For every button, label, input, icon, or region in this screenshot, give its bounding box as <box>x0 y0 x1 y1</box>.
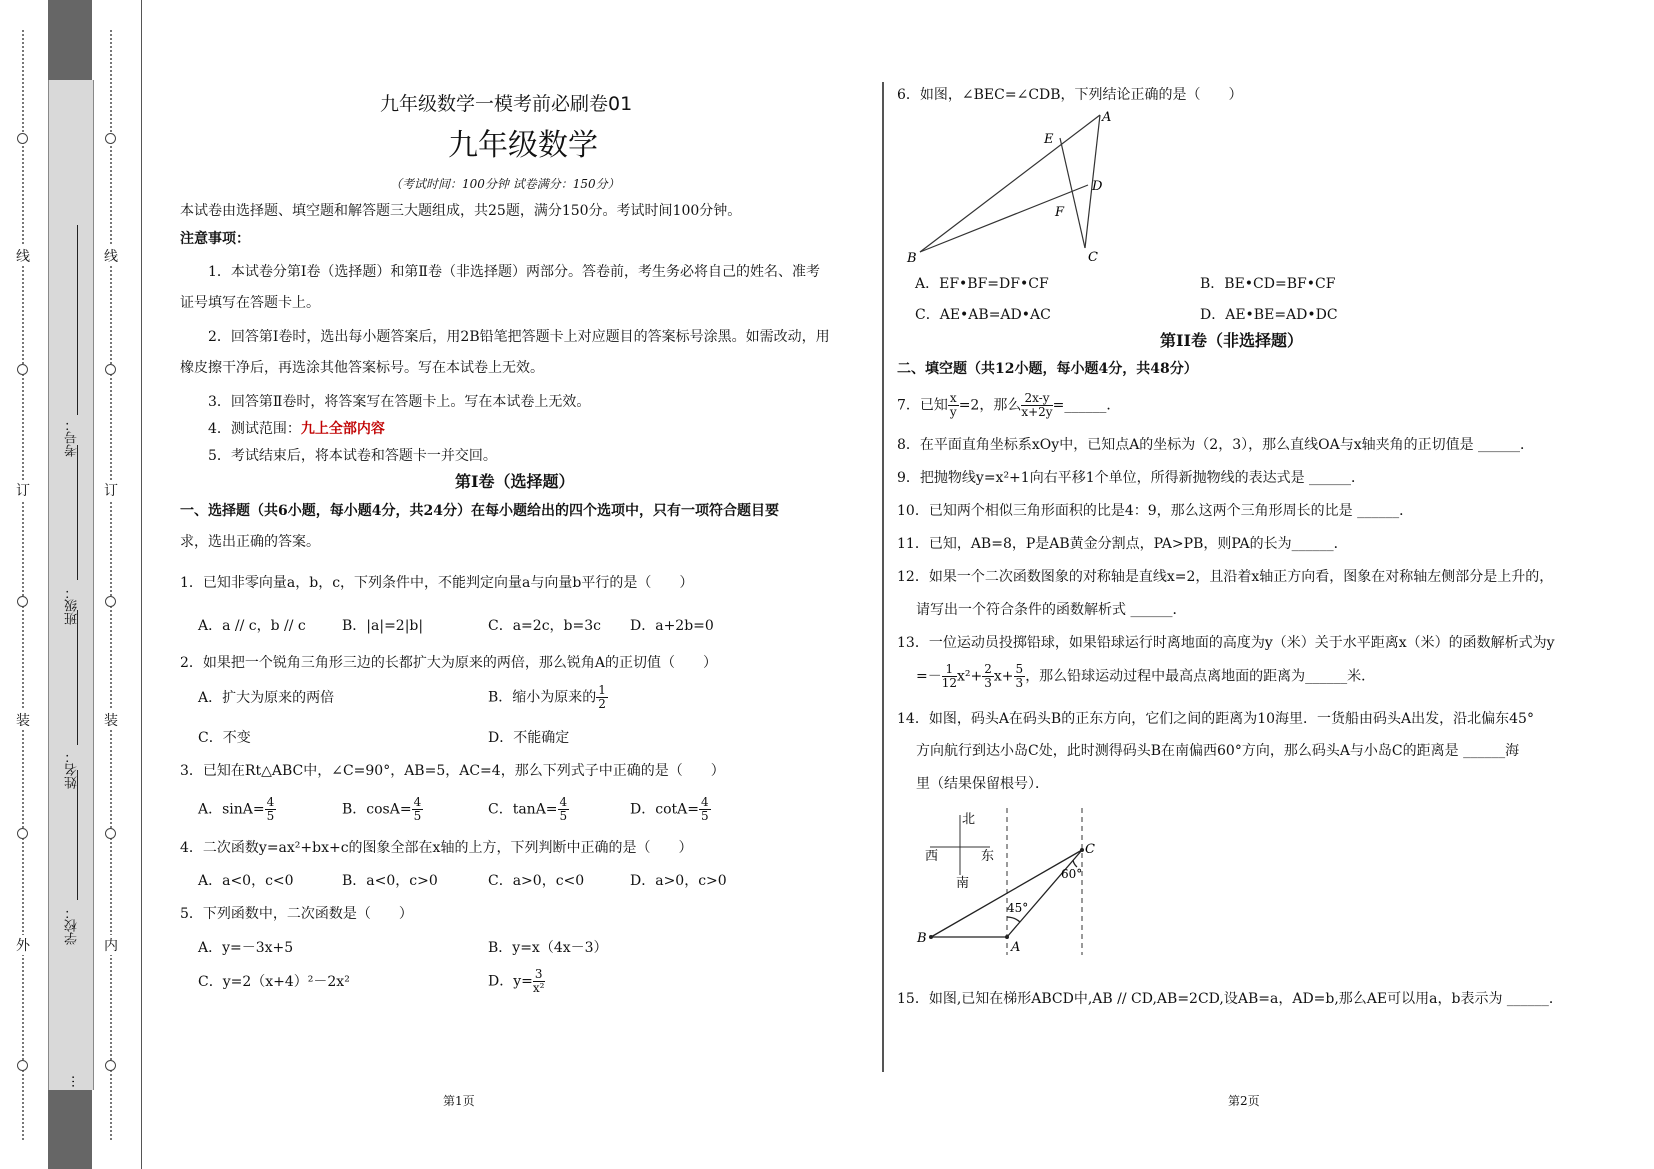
q14-label-a: A <box>1011 940 1021 955</box>
q7-f1-denominator: y <box>949 405 957 419</box>
q3-numerator: 4 <box>266 795 275 809</box>
binding-circle <box>17 133 28 144</box>
notes-title: 注意事项： <box>180 231 250 247</box>
binding-mark-outer: 外 <box>16 935 30 955</box>
q13-p4: ，那么铅球运动过程中最高点离地面的距离为______米． <box>1025 668 1376 685</box>
q7-f2-numerator: 2x-y <box>1021 392 1052 406</box>
q6-label-f: F <box>1055 205 1065 220</box>
q14-dashed-lines <box>1007 808 1082 955</box>
q3-numerator: 4 <box>700 795 709 809</box>
section1-a: 一、选择题（共6小题，每小题4分，共24分）在每小题给出的四个选项中，只有一项符合题目要 <box>180 503 779 519</box>
q13-f1-numerator: 1 <box>942 663 957 677</box>
compass-south: 南 <box>956 876 970 891</box>
q6-lines <box>920 115 1100 252</box>
q13-a: 13．一位运动员投掷铅球，如果铅球运行时离地面的高度为y（米）关于水平距离x（米）的函数解析式为y <box>897 635 1555 651</box>
q3-option-c <box>488 796 569 823</box>
q2-option-c: C．不变 <box>198 730 251 746</box>
q2-option-b-text: B．缩小为原来的 <box>488 689 597 706</box>
q12-b: 请写出一个符合条件的函数解析式 ______． <box>916 602 1187 618</box>
page-number-2: 第2页 <box>1228 1094 1260 1108</box>
binding-mark-zhuang: 装 <box>16 710 30 730</box>
q13-p2: x²+ <box>957 668 983 685</box>
q13-p1: =－ <box>916 668 942 685</box>
note-4 <box>208 420 385 438</box>
q7-post: =______． <box>1052 397 1121 414</box>
q14-c: 里（结果保留根号）． <box>916 776 1049 792</box>
school-line[interactable] <box>77 770 78 900</box>
section1-b: 求，选出正确的答案。 <box>180 534 320 550</box>
q6-label-b: B <box>907 251 917 266</box>
q2-fraction <box>596 684 608 711</box>
q13-f3-numerator: 5 <box>1015 662 1024 676</box>
q12-a: 12．如果一个二次函数图象的对称轴是直线x=2，且沿着x轴正方向看，图象在对称轴左侧部分是上升的， <box>897 569 1554 585</box>
q3-option-a-text: A．sinA= <box>198 801 265 818</box>
outer-cut-line <box>22 30 24 1140</box>
binding-circle <box>105 1060 116 1071</box>
q14-compass <box>930 815 990 875</box>
binding-circle <box>17 364 28 375</box>
q1-option-c: C．a=2c，b=3c <box>488 618 601 634</box>
q3-denominator: 5 <box>413 809 422 823</box>
q5-option-a: A．y=－3x+5 <box>198 940 294 956</box>
q6-option-c: C．AE•AB=AD•AC <box>915 307 1051 323</box>
binding-circle <box>17 1060 28 1071</box>
q4-stem: 4．二次函数y=ax²+bx+c的图象全部在x轴的上方，下列判断中正确的是（ ） <box>180 840 693 856</box>
q7-fraction-2 <box>1021 392 1052 419</box>
q6-option-b: B．BE•CD=BF•CF <box>1200 276 1336 292</box>
note-2b: 橡皮擦干净后，再选涂其他答案标号。写在本试卷上无效。 <box>180 360 544 376</box>
q6-figure <box>905 110 1135 270</box>
binding-circle <box>105 596 116 607</box>
test-scope: 九上全部内容 <box>300 421 385 437</box>
note-5: 5．考试结束后，将本试卷和答题卡一并交回。 <box>208 448 497 464</box>
q13-fraction-1 <box>942 663 957 690</box>
q1-option-d: D．a+2b=0 <box>630 618 714 634</box>
q3-denominator: 5 <box>559 809 568 823</box>
note-1b: 证号填写在答题卡上。 <box>180 295 320 311</box>
binding-circle <box>105 828 116 839</box>
point-b <box>929 935 933 939</box>
binding-dots: … <box>63 1075 78 1088</box>
binding-circle <box>17 596 28 607</box>
q3-option-a <box>198 796 276 823</box>
q3-fraction <box>699 796 711 823</box>
q1-option-a: A．a // c，b // c <box>198 618 306 634</box>
q13-fraction-2 <box>982 663 994 690</box>
binding-mark-ding: 订 <box>16 480 30 500</box>
q3-numerator: 4 <box>413 795 422 809</box>
q7 <box>897 392 1120 419</box>
q2-option-a: A．扩大为原来的两倍 <box>198 690 335 706</box>
binding-mark-zhuang: 装 <box>104 710 118 730</box>
binding-bar-top <box>48 0 92 80</box>
q3-denominator: 5 <box>700 809 709 823</box>
q14-b: 方向航行到达小岛C处，此时测得码头B在南偏西60°方向，那么码头A与小岛C的距离是 ______海 <box>916 743 1520 759</box>
binding-circle <box>17 828 28 839</box>
q13-f2-numerator: 2 <box>984 662 992 676</box>
q6-label-e: E <box>1044 132 1054 147</box>
binding-circle <box>105 133 116 144</box>
intro-text: 本试卷由选择题、填空题和解答题三大题组成，共25题，满分150分。考试时间100分钟。 <box>180 203 742 219</box>
q14-label-b: B <box>917 931 927 946</box>
q8: 8．在平面直角坐标系xOy中，已知点A的坐标为（2，3），那么直线OA与x轴夹角的正切值是 ______． <box>897 437 1535 453</box>
compass-east: 东 <box>981 849 995 864</box>
q6-label-c: C <box>1088 250 1098 265</box>
binding-mark-inner: 内 <box>104 935 118 955</box>
q14-a: 14．如图，码头A在码头B的正东方向，它们之间的距离为10海里．一货船由码头A出发，沿北偏东45° <box>897 711 1534 727</box>
q3-option-d <box>630 796 711 823</box>
q13-b <box>916 663 1375 690</box>
compass-north: 北 <box>962 812 976 827</box>
q13-f1-denominator: 12 <box>941 676 958 690</box>
page-number-1: 第1页 <box>443 1094 475 1108</box>
q14-angle-45: 45° <box>1007 901 1029 915</box>
q2-denominator: 2 <box>598 697 606 711</box>
q6-stem: 6．如图，∠BEC=∠CDB，下列结论正确的是（ ） <box>897 87 1243 103</box>
q3-stem: 3．已知在Rt△ABC中，∠C=90°，AB=5，AC=4，那么下列式子中正确的是（ ） <box>180 763 725 779</box>
q3-fraction <box>412 796 424 823</box>
name-line[interactable] <box>77 610 78 745</box>
q2-numerator: 1 <box>598 683 606 697</box>
q2-option-b <box>488 684 608 711</box>
exam-number-line[interactable] <box>77 225 78 415</box>
q4-option-b: B．a<0，c>0 <box>342 873 438 889</box>
inner-cut-line <box>110 30 112 1140</box>
q13-fraction-3 <box>1014 663 1026 690</box>
q3-option-b-text: B．cosA= <box>342 801 412 818</box>
q3-option-d-text: D．cotA= <box>630 801 699 818</box>
binding-mark-ding: 订 <box>104 480 118 500</box>
q5-option-b: B．y=x（4x－3） <box>488 940 608 956</box>
series-title: 九年级数学一模考前必刷卷01 <box>380 93 633 115</box>
q5-option-c: C．y=2（x+4）²－2x² <box>198 974 350 990</box>
page-divider <box>882 82 884 1072</box>
q10: 10．已知两个相似三角形面积的比是4：9，那么这两个三角形周长的比是 ______． <box>897 503 1414 519</box>
q5-denominator: x² <box>532 981 545 995</box>
binding-strip <box>0 0 142 1169</box>
section2-title: 二、填空题（共12小题，每小题4分，共48分） <box>897 361 1198 377</box>
q1-stem: 1．已知非零向量a，b，c，下列条件中，不能判定向量a与向量b平行的是（ ） <box>180 575 694 591</box>
exam-number-label: 考号： <box>65 418 80 457</box>
q7-f2-denominator: x+2y <box>1021 405 1053 419</box>
q5-option-d-text: D．y= <box>488 973 533 990</box>
binding-circle <box>105 364 116 375</box>
q4-option-a: A．a<0，c<0 <box>198 873 294 889</box>
q6-option-d: D．AE•BE=AD•DC <box>1200 307 1338 323</box>
q13-p3: x+ <box>993 668 1014 685</box>
binding-mark-xian: 线 <box>16 246 30 266</box>
class-label: 班级： <box>65 586 80 625</box>
q6-label-d: D <box>1092 179 1103 194</box>
school-label: 学校： <box>65 906 80 945</box>
q3-option-c-text: C．tanA= <box>488 801 558 818</box>
exam-info: （考试时间：100分钟 试卷满分：150分） <box>390 177 620 191</box>
q9: 9．把抛物线y=x²+1向右平移1个单位，所得新抛物线的表达式是 ______． <box>897 470 1366 486</box>
q14-figure <box>915 805 1115 965</box>
q6-option-a: A．EF•BF=DF•CF <box>915 276 1049 292</box>
q5-fraction <box>533 968 545 995</box>
q3-numerator: 4 <box>559 795 568 809</box>
q5-option-d <box>488 968 545 995</box>
q13-f2-denominator: 3 <box>984 676 992 690</box>
part2-title: 第II卷（非选择题） <box>1160 331 1303 350</box>
q4-option-d: D．a>0，c>0 <box>630 873 727 889</box>
part1-title: 第Ⅰ卷（选择题） <box>455 472 575 491</box>
note-1a: 1．本试卷分第Ⅰ卷（选择题）和第Ⅱ卷（非选择题）两部分。答卷前，考生务必将自己的姓名、准考 <box>208 264 820 280</box>
q2-stem: 2．如果把一个锐角三角形三边的长都扩大为原来的两倍，那么锐角A的正切值（ ） <box>180 655 718 671</box>
class-line[interactable] <box>77 445 78 580</box>
q4-option-c: C．a>0，c<0 <box>488 873 585 889</box>
q1-option-b: B．|a|=2|b| <box>342 618 424 634</box>
q7-pre: 7．已知 <box>897 397 948 414</box>
q13-f3-denominator: 3 <box>1015 676 1024 690</box>
point-a <box>1005 935 1009 939</box>
point-c <box>1080 848 1084 852</box>
note-3: 3．回答第Ⅱ卷时，将答案写在答题卡上。写在本试卷上无效。 <box>208 394 591 410</box>
q3-fraction <box>265 796 277 823</box>
page-title: 九年级数学 <box>448 128 598 163</box>
q5-numerator: 3 <box>534 967 543 981</box>
binding-bar-bottom <box>48 1090 92 1169</box>
binding-mark-xian: 线 <box>104 246 118 266</box>
q7-f1-numerator: x <box>949 391 957 405</box>
note-4-label: 4．测试范围： <box>208 421 301 437</box>
q3-option-b <box>342 796 423 823</box>
q7-mid: =2，那么 <box>958 397 1022 414</box>
q3-denominator: 5 <box>266 809 275 823</box>
q14-label-c: C <box>1085 842 1095 857</box>
note-2a: 2．回答第Ⅰ卷时，选出每小题答案后，用2B铅笔把答题卡上对应题目的答案标号涂黑。如需改动，用 <box>208 329 830 345</box>
q2-option-d: D．不能确定 <box>488 730 570 746</box>
compass-west: 西 <box>925 849 939 864</box>
q15: 15．如图,已知在梯形ABCD中,AB // CD,AB=2CD,设AB=a，AD=b,那么AE可以用a，b表示为 ______． <box>897 991 1563 1007</box>
q7-fraction-1 <box>948 392 959 419</box>
q5-stem: 5．下列函数中，二次函数是（ ） <box>180 906 413 922</box>
q14-angle-60: 60° <box>1061 867 1083 881</box>
name-label: 姓名： <box>65 750 80 789</box>
q11: 11．已知，AB=8，P是AB黄金分割点，PA>PB，则PA的长为______． <box>897 536 1348 552</box>
q3-fraction <box>558 796 570 823</box>
q6-label-a: A <box>1102 110 1112 125</box>
